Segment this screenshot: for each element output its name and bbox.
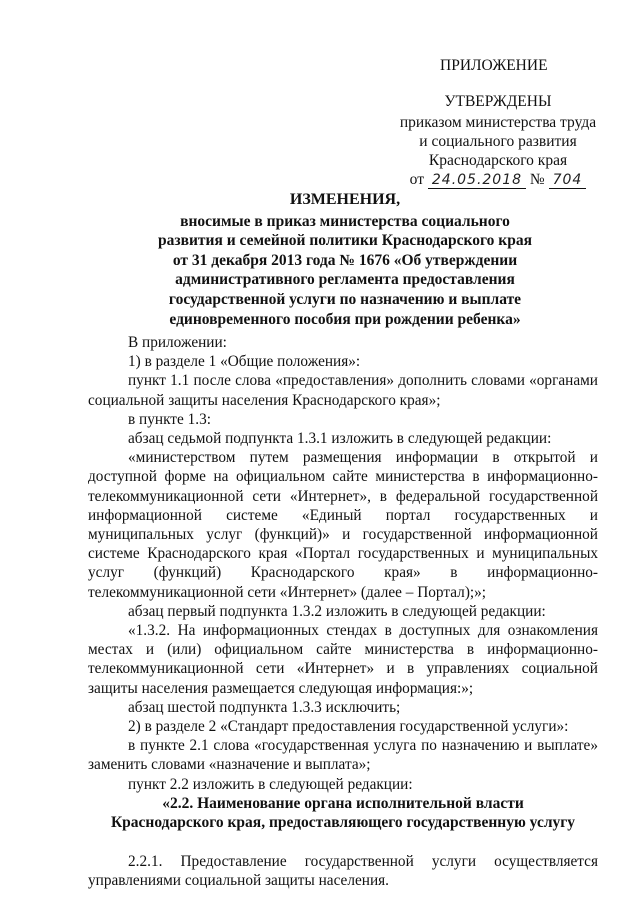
paragraph: абзац седьмой подпункта 1.3.1 изложить в следующей редакции: <box>128 430 552 448</box>
handwritten-number: 704 <box>549 172 587 189</box>
order-date-number <box>388 170 608 190</box>
title-line-1: вносимые в приказ министерства социального <box>180 212 510 230</box>
appendix-label: ПРИЛОЖЕНИЕ <box>440 57 548 74</box>
approved-label: УТВЕРЖДЕНЫ <box>444 93 552 110</box>
paragraph: В приложении: <box>128 334 227 351</box>
date-prefix: от <box>409 171 424 188</box>
title-line-3: от 31 декабря 2013 года № 1676 «Об утверждении <box>172 251 518 269</box>
title-heading: ИЗМЕНЕНИЯ, <box>289 191 401 208</box>
title-line-4: административного регламента предоставления <box>175 271 515 289</box>
approval-line-2: и социального развития <box>419 133 577 150</box>
approval-block <box>388 92 608 190</box>
approval-line-1: приказом министерства труда <box>399 114 597 131</box>
spacer <box>88 832 598 852</box>
title-line-5: государственной услуги по назначению и выплате <box>168 290 522 308</box>
approval-line-3: Краснодарского края <box>428 152 568 169</box>
paragraph: «министерством путем размещения информации в открытой и доступной форме на официальном сайте министерства в информационно-телекоммуникационной сети «Интернет», в федеральной государственной информационной системе «Единый портал государственных и муниципальных услуг (функций)» и государственной информационной системе Краснодарского края «Портал государственных и муниципальных услуг (функций) Краснодарского края» в информационно-телекоммуникационной сети «Интернет» (далее – Портал);»; <box>88 449 598 601</box>
title-line-6: единовременного пособия при рождении ребенка» <box>169 310 521 328</box>
paragraph: абзац первый подпункта 1.3.2 изложить в следующей редакции: <box>128 602 546 620</box>
handwritten-date: 24.05.2018 <box>428 172 526 189</box>
document-title <box>150 190 540 329</box>
paragraph: 2.2.1. Предоставление государственной услуги осуществляется управлениями социальной защиты населения. <box>88 853 598 890</box>
section-heading-line: «2.2. Наименование органа исполнительной власти <box>162 794 524 812</box>
section-heading-line: Краснодарского края, предоставляющего государственную услугу <box>110 814 576 832</box>
title-line-2: развития и семейной политики Краснодарского края <box>158 232 532 250</box>
paragraph: в пункте 1.3: <box>128 410 211 428</box>
paragraph: пункт 1.1 после слова «предоставления» дополнить словами «органами социальной защиты населения Краснодарского края»; <box>88 372 598 409</box>
paragraph: пункт 2.2 изложить в следующей редакции: <box>128 775 413 793</box>
paragraph: 2) в разделе 2 «Стандарт предоставления государственной услуги»: <box>128 718 569 736</box>
paragraph: 1) в разделе 1 «Общие положения»: <box>128 353 361 371</box>
paragraph: в пункте 2.1 слова «государственная услуга по назначению и выплате» заменить словами «назначение и выплата»; <box>88 737 598 774</box>
document-body <box>88 333 598 891</box>
paragraph: «1.3.2. На информационных стендах в доступных для ознакомления местах и (или) официальном сайте министерства в информационно-телекоммуникационной сети «Интернет» и в управлениях социальной защиты населения размещается следующая информация:»; <box>88 622 598 697</box>
number-prefix: № <box>529 171 545 188</box>
paragraph: абзац шестой подпункта 1.3.3 исключить; <box>128 698 401 716</box>
